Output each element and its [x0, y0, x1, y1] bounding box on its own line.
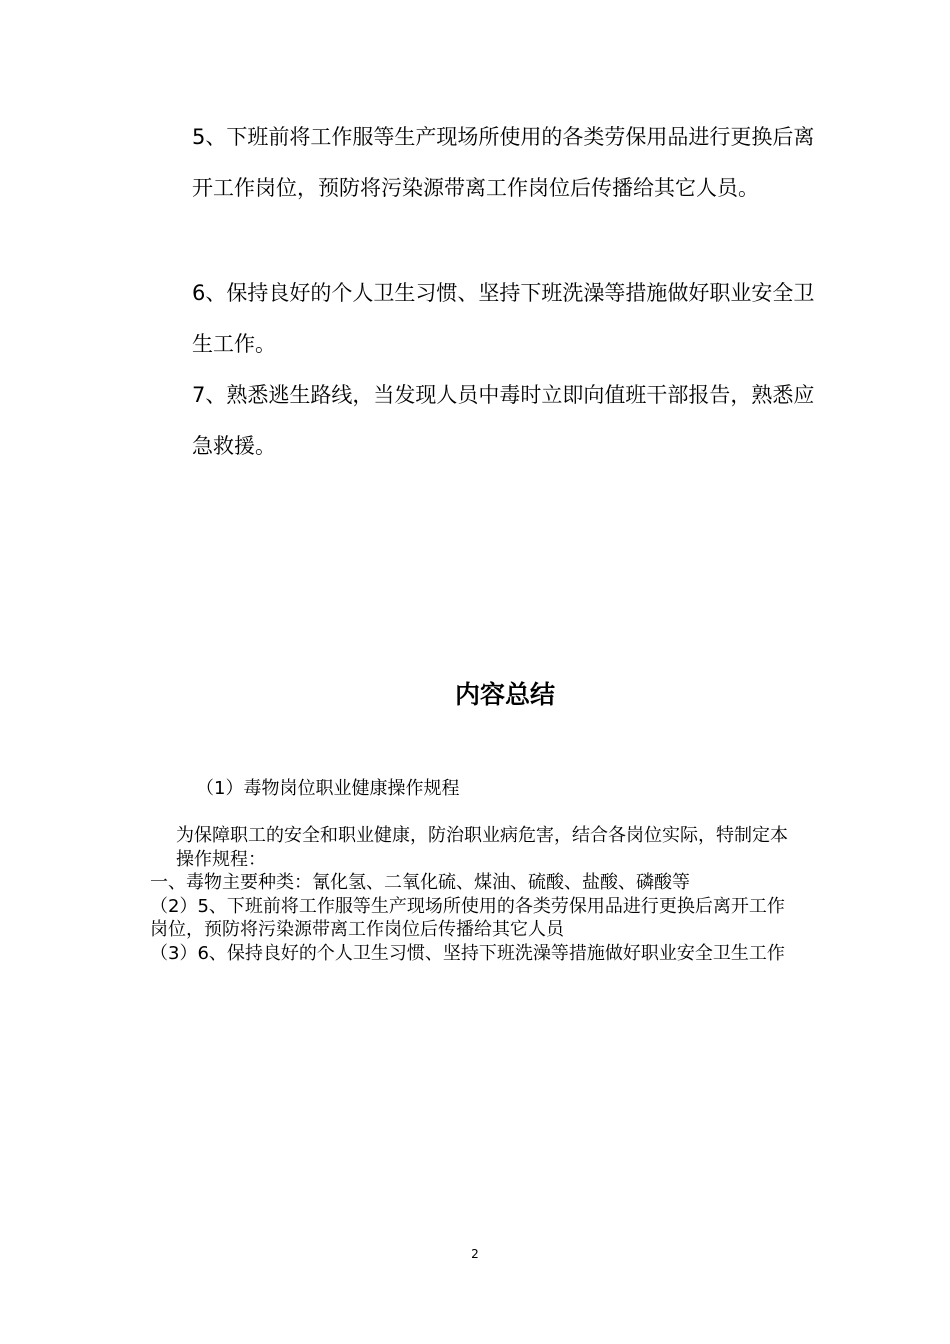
summary-line: （2）5、下班前将工作服等生产现场所使用的各类劳保用品进行更换后离开工作岗位，预防将污染源带离工作岗位后传播给其它人员	[150, 895, 785, 940]
summary-title: 内容总结	[454, 680, 555, 709]
paragraph-item-6: 6、保持良好的个人卫生习惯、坚持下班洗澡等措施做好职业安全卫生工作。	[192, 281, 815, 356]
page-number: 2	[471, 1247, 479, 1261]
summary-line: 为保障职工的安全和职业健康，防治职业病危害，结合各岗位实际，特制定本操作规程：	[176, 825, 788, 870]
summary-line: 一、毒物主要种类：氰化氢、二氧化硫、煤油、硫酸、盐酸、磷酸等	[150, 872, 690, 893]
summary-content	[150, 824, 800, 965]
paragraph-item-7: 7、熟悉逃生路线，当发现人员中毒时立即向值班干部报告，熟悉应急救援。	[192, 383, 815, 458]
paragraph-item-5: 5、下班前将工作服等生产现场所使用的各类劳保用品进行更换后离开工作岗位，预防将污染源带离工作岗位后传播给其它人员。	[192, 125, 815, 200]
summary-line: （3）6、保持良好的个人卫生习惯、坚持下班洗澡等措施做好职业安全卫生工作	[150, 942, 785, 964]
summary-subtitle: （1）毒物岗位职业健康操作规程	[196, 778, 460, 799]
